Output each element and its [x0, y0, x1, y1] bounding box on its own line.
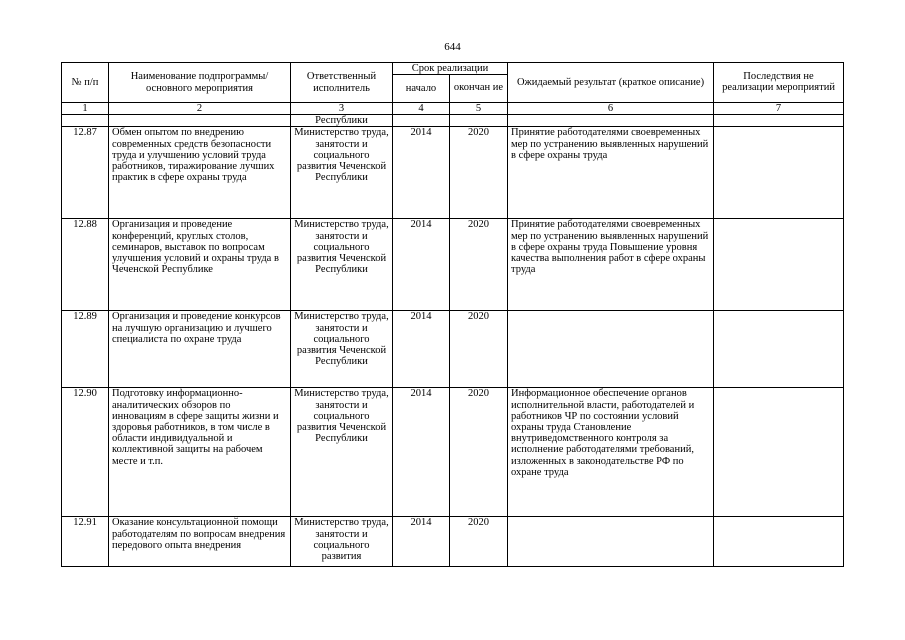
- row-consequences: [714, 388, 844, 517]
- row-name: Организация и проведение конкурсов на лучшую организацию и лучшего специалиста по охране труда: [109, 311, 291, 388]
- column-number: 4: [393, 103, 450, 115]
- continuation-row: [62, 115, 844, 127]
- measures-table: [61, 62, 844, 567]
- row-start: 2014: [393, 311, 450, 388]
- column-number: 7: [714, 103, 844, 115]
- column-number-row: [62, 103, 844, 115]
- row-executor: Министерство труда, занятости и социального развития Чеченской Республики: [291, 127, 393, 219]
- header-num: № п/п: [62, 63, 109, 103]
- row-start: 2014: [393, 388, 450, 517]
- table-row: [62, 219, 844, 311]
- row-num: 12.87: [62, 127, 109, 219]
- row-result: [508, 311, 714, 388]
- table-row: [62, 517, 844, 567]
- column-number: 1: [62, 103, 109, 115]
- row-executor: Министерство труда, занятости и социального развития: [291, 517, 393, 567]
- row-num: 12.91: [62, 517, 109, 567]
- row-executor: Министерство труда, занятости и социального развития Чеченской Республики: [291, 311, 393, 388]
- row-end: 2020: [450, 311, 508, 388]
- row-name: Подготовку информационно-аналитических обзоров по инновациям в сфере защиты жизни и здоровья работников, в том числе в области индивидуальной и коллективной защиты на рабочем месте и т.п.: [109, 388, 291, 517]
- header-consequences: Последствия не реализации мероприятий: [714, 63, 844, 103]
- header-start: начало: [393, 75, 450, 103]
- header-result: Ожидаемый результат (краткое описание): [508, 63, 714, 103]
- continuation-text: Республики: [291, 115, 393, 127]
- row-name: Организация и проведение конференций, круглых столов, семинаров, выставок по вопросам улучшения условий и охраны труда в Чеченской Республике: [109, 219, 291, 311]
- row-name: Обмен опытом по внедрению современных средств безопасности труда и улучшению условий труда работников, тиражирование лучших практик в сфере охраны труда: [109, 127, 291, 219]
- header-end: окончан ие: [450, 75, 508, 103]
- row-start: 2014: [393, 219, 450, 311]
- row-start: 2014: [393, 127, 450, 219]
- row-name: Оказание консультационной помощи работодателям по вопросам внедрения передового опыта внедрения: [109, 517, 291, 567]
- row-result: [508, 517, 714, 567]
- table-row: [62, 311, 844, 388]
- row-consequences: [714, 127, 844, 219]
- table-row: [62, 127, 844, 219]
- table-row: [62, 388, 844, 517]
- row-start: 2014: [393, 517, 450, 567]
- page-number: 644: [444, 41, 461, 53]
- row-num: 12.90: [62, 388, 109, 517]
- header-name: Наименование подпрограммы/ основного мероприятия: [109, 63, 291, 103]
- column-number: 5: [450, 103, 508, 115]
- row-end: 2020: [450, 219, 508, 311]
- row-result: Принятие работодателями своевременных мер по устранению выявленных нарушений в сфере охраны труда: [508, 127, 714, 219]
- row-executor: Министерство труда, занятости и социального развития Чеченской Республики: [291, 388, 393, 517]
- row-num: 12.88: [62, 219, 109, 311]
- row-end: 2020: [450, 127, 508, 219]
- row-result: Информационное обеспечение органов исполнительной власти, работодателей и работников ЧР по состоянии условий охраны труда Становление внутриведомственного контроля за исполнение работодателями требований, изложенных в законодательстве РФ по охране труда: [508, 388, 714, 517]
- row-result: Принятие работодателями своевременных мер по устранению выявленных нарушений в сфере охраны труда Повышение уровня качества выполнения работ в сфере охраны труда: [508, 219, 714, 311]
- row-end: 2020: [450, 388, 508, 517]
- column-number: 2: [109, 103, 291, 115]
- row-consequences: [714, 517, 844, 567]
- row-num: 12.89: [62, 311, 109, 388]
- row-executor: Министерство труда, занятости и социального развития Чеченской Республики: [291, 219, 393, 311]
- table-header: [62, 63, 844, 103]
- column-number: 3: [291, 103, 393, 115]
- header-executor: Ответственный исполнитель: [291, 63, 393, 103]
- row-consequences: [714, 311, 844, 388]
- header-term: Срок реализации: [393, 63, 508, 75]
- row-end: 2020: [450, 517, 508, 567]
- column-number: 6: [508, 103, 714, 115]
- row-consequences: [714, 219, 844, 311]
